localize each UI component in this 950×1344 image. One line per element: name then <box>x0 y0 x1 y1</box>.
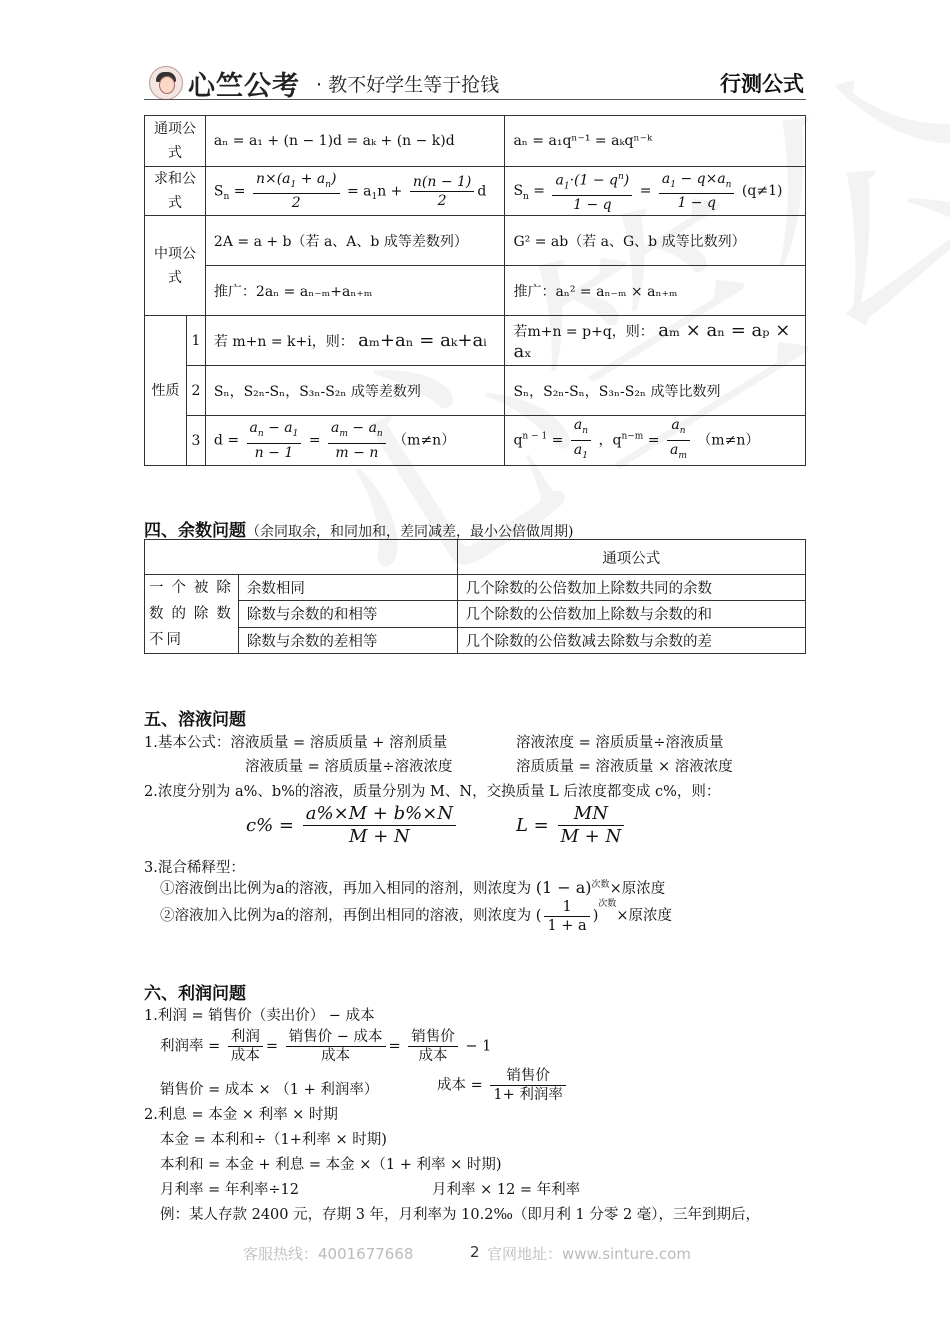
geo-middle-term: G² = ab（若 a、G、b 成等比数列） <box>505 216 806 266</box>
geo-extension: 推广：aₙ² = aₙ₋ₘ × aₙ₊ₘ <box>505 266 806 316</box>
monthly-rate-formula: 月利率 = 年利率÷12 <box>160 1182 299 1198</box>
remainder-formula: 几个除数的公倍数加上除数与余数的和 <box>457 601 805 627</box>
header-divider <box>144 99 806 100</box>
arith-sum-formula: $S_n$ = $\frac{n\times(a_1 + a_n)}{2}$ = $a_1n$ + $\frac{n(n - 1)}{2}$ d <box>205 167 505 216</box>
dilution-heading: 3.混合稀释型： <box>144 860 245 876</box>
principal-formula: 本金 = 本利和÷（1+利率 × 时期) <box>160 1132 387 1148</box>
property-label: 性质 <box>145 316 187 466</box>
example-text: 例：某人存款 2400 元，存期 3 年，月利率为 10.2‰（即月利 1 分零 2 毫），三年到期后， <box>160 1207 761 1223</box>
concentration-formula: c% = $\frac{a\%\times M + b\%\times N}{M + N}$ <box>246 803 459 848</box>
concentration-statement: 2.浓度分别为 a%、b%的溶液，质量分别为 M、N，交换质量 L 后浓度都变成 c%，则： <box>144 784 721 800</box>
geo-property-1: 若m+n = p+q，则： aₘ × aₙ = aₚ × aₓ <box>505 316 806 366</box>
solution-formula-2a: 溶液质量 = 溶质质量÷溶液浓度 <box>245 759 453 775</box>
solution-formula-1b: 溶液浓度 = 溶质质量÷溶液质量 <box>516 735 724 751</box>
sec6-title: 六、利润问题 <box>144 984 246 1004</box>
remainder-formula: 几个除数的公倍数加上除数共同的余数 <box>457 575 805 601</box>
sum-label: 求和公式 <box>145 167 206 216</box>
dilution-case-2: ②溶液加入比例为a的溶剂，再倒出相同的溶液，则浓度为 ( $\frac{1}{1 + a}$ )$^{次数}$×原浓度 <box>160 898 673 934</box>
property-number: 1 <box>186 316 205 366</box>
middle-term-label: 中项公式 <box>145 216 206 316</box>
footer-hotline: 客服热线：4001677668 <box>243 1245 414 1263</box>
page-number: 2 <box>470 1243 480 1261</box>
arith-middle-term: 2A = a + b（若 a、A、b 成等差数列） <box>205 216 505 266</box>
sequence-table <box>144 115 806 466</box>
slogan: · 教不好学生等于抢钱 <box>316 74 500 96</box>
arith-property-1: 若 m+n = k+i，则： aₘ+aₙ = aₖ+aᵢ <box>205 316 505 366</box>
document-title: 行测公式 <box>720 72 804 96</box>
profit-rate-formula: 利润率 = $\frac{\text{利润}}{\text{成本}}$ = $\frac{\text{销售价 − 成本}}{\text{成本}}$ = $\frac{\text{销售价}}{\text{成本}}$ − 1 <box>160 1029 492 1064</box>
sec4-title: 四、余数问题（余同取余，和同加和，差同减差，最小公倍做周期) <box>144 521 574 541</box>
profit-definition: 1.利润 = 销售价（卖出价） − 成本 <box>144 1008 375 1024</box>
dilution-case-1: ①溶液倒出比例为a的溶液，再加入相同的溶剂，则浓度为 $(1 - a)^{次数}\times$原浓度 <box>160 878 666 897</box>
sec5-title: 五、溶液问题 <box>144 710 246 730</box>
total-formula: 本利和 = 本金 + 利息 = 本金 ×（1 + 利率 × 时期) <box>160 1157 502 1173</box>
solution-formula-1a: 1.基本公式：溶液质量 = 溶质质量 + 溶剂质量 <box>144 735 448 751</box>
remainder-header: 通项公式 <box>457 540 805 575</box>
remainder-table <box>144 539 806 654</box>
sale-price-formula: 销售价 = 成本 × （1 + 利润率） <box>160 1082 379 1098</box>
arith-property-3: d = $\frac{a_n - a_1}{n - 1}$ = $\frac{a_m - a_n}{m - n}$ （m≠n） <box>205 416 505 466</box>
remainder-header-blank <box>145 540 458 575</box>
arith-property-2: Sₙ，S₂ₙ-Sₙ，S₃ₙ-S₂ₙ 成等差数列 <box>205 366 505 416</box>
remainder-row-label: 一个被除数的除数不同 <box>145 575 239 654</box>
remainder-case: 除数与余数的和相等 <box>238 601 457 627</box>
geo-sum-formula: $S_n$ = $\frac{a_1\cdot(1 - q^n)}{1 - q}$ = $\frac{a_1 - q\times a_n}{1 - q}$ (q≠1) <box>505 167 806 216</box>
geo-property-3: $q^{n - 1}$ = $\frac{a_n}{a_1}$ ，$q^{n-m}$ = $\frac{a_n}{a_m}$ （m≠n） <box>505 416 806 466</box>
arith-general-term: aₙ = a₁ + (n − 1)d = aₖ + (n − k)d <box>205 116 505 167</box>
annual-rate-formula: 月利率 × 12 = 年利率 <box>432 1182 581 1198</box>
geo-general-term: aₙ = a₁qⁿ⁻¹ = aₖqⁿ⁻ᵏ <box>505 116 806 167</box>
remainder-case: 除数与余数的差相等 <box>238 627 457 653</box>
remainder-formula: 几个除数的公倍数减去除数与余数的差 <box>457 627 805 653</box>
interest-formula: 2.利息 = 本金 × 利率 × 时期 <box>144 1107 338 1123</box>
general-term-label: 通项公式 <box>145 116 206 167</box>
exchange-formula: L = $\frac{MN}{M + N}$ <box>516 803 627 848</box>
solution-formula-2b: 溶质质量 = 溶液质量 × 溶液浓度 <box>516 759 733 775</box>
arith-extension: 推广：2aₙ = aₙ₋ₘ+aₙ₊ₘ <box>205 266 505 316</box>
footer-website: 官网地址：www.sinture.com <box>487 1245 691 1263</box>
geo-property-2: Sₙ，S₂ₙ-Sₙ，S₃ₙ-S₂ₙ 成等比数列 <box>505 366 806 416</box>
cost-formula: 成本 = $\frac{\text{销售价}}{\text{1+ 利润率}}$ <box>437 1067 569 1104</box>
property-number: 3 <box>186 416 205 466</box>
property-number: 2 <box>186 366 205 416</box>
remainder-case: 余数相同 <box>238 575 457 601</box>
brand-logo-icon <box>149 66 183 100</box>
brand-name: 心竺公考 <box>188 71 300 102</box>
